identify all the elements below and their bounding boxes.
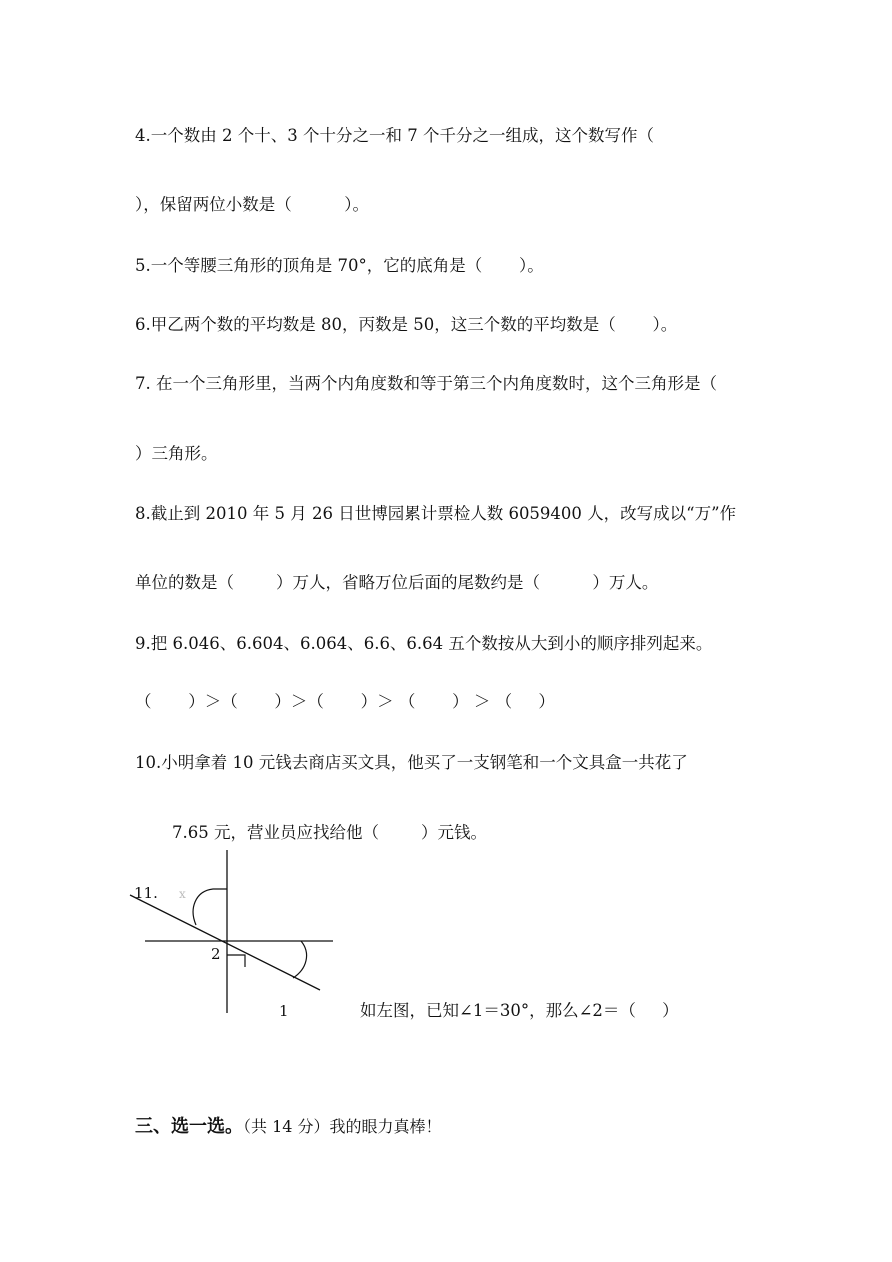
q5-text: 5.一个等腰三角形的顶角是 70°，它的底角是（ ）。 <box>135 256 544 275</box>
q9-answer-blanks: （ ）＞（ ）＞（ ）＞ （ ） ＞ （ ） <box>135 692 555 711</box>
q7-line-1: 7. 在一个三角形里，当两个内角度数和等于第三个内角度数时，这个三角形是（ <box>135 374 717 393</box>
slanted-line <box>130 895 320 990</box>
q6-text: 6.甲乙两个数的平均数是 80，丙数是 50，这三个数的平均数是（ ）。 <box>135 315 678 334</box>
angle-arc-upper-left <box>193 889 227 925</box>
intersecting-lines-diagram <box>125 845 345 1020</box>
q9-line-1: 9.把 6.046、6.604、6.064、6.6、6.64 五个数按从大到小的顺序排列起来。 <box>135 634 713 653</box>
angle-2-label: 2 <box>211 945 221 963</box>
q10-line-1: 10.小明拿着 10 元钱去商店买文具，他买了一支钢笔和一个文具盒一共花了 <box>135 753 688 772</box>
q4-line-1: 4.一个数由 2 个十、3 个十分之一和 7 个千分之一组成，这个数写作（ <box>135 126 654 145</box>
angle-1-label: 1 <box>279 1002 289 1020</box>
section-3-title: 三、选一选。 <box>135 1116 243 1137</box>
q11-text: 如左图，已知∠1＝30°，那么∠2＝（ ） <box>360 1001 679 1020</box>
q8-line-2: 单位的数是（ ）万人，省略万位后面的尾数约是（ ）万人。 <box>135 573 659 592</box>
q11-angle-figure <box>125 845 345 1020</box>
section-3-heading-line <box>135 1116 442 1138</box>
q10-line-2: 7.65 元，营业员应找给他（ ）元钱。 <box>172 823 487 842</box>
q8-line-1: 8.截止到 2010 年 5 月 26 日世博园累计票检人数 6059400 人，改写成以“万”作 <box>135 504 737 523</box>
section-3-motto: 我的眼力真棒！ <box>329 1117 442 1136</box>
angle-arc-right <box>293 941 307 978</box>
right-angle-mark <box>227 955 245 967</box>
q11-number: 11. <box>134 884 158 902</box>
section-3-score: （共 14 分） <box>243 1117 330 1136</box>
q7-line-2: ）三角形。 <box>135 444 218 463</box>
faint-mark: x <box>179 887 186 901</box>
q4-line-2: ），保留两位小数是（ ）。 <box>135 195 369 214</box>
